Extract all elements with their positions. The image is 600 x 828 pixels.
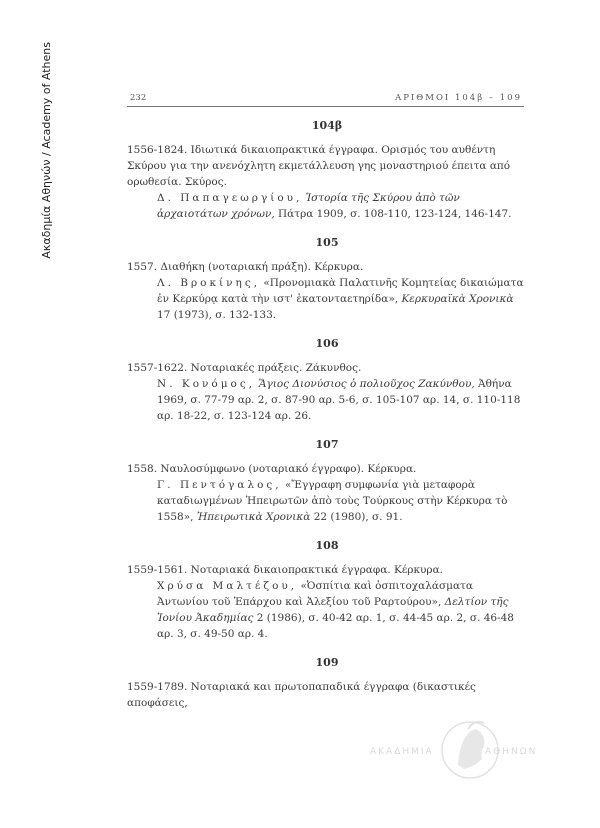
ref-rest: 22 (1980), σ. 91. <box>310 511 403 523</box>
running-title: ΑΡΙΘΜΟΙ 104β – 109 <box>395 93 522 103</box>
entry-105 <box>127 235 527 323</box>
ref-author: Δ. Παπαγεωργίου, <box>157 192 303 204</box>
ref-rest: Ἀθήνα 1969, σ. 77-79 αρ. 2, σ. 87-90 αρ. 5-6, σ. 105-107 αρ. 14, σ. 110-118 αρ. 18-22, σ. 123-124 αρ. 26. <box>157 378 521 422</box>
entry-109 <box>127 655 527 711</box>
ref-rest: 2 (1986), σ. 40-42 αρ. 1, σ. 44-45 αρ. 2, σ. 46-48 αρ. 3, σ. 49-50 αρ. 4. <box>157 612 514 640</box>
document-body <box>127 118 527 711</box>
entry-reference <box>157 376 527 424</box>
ref-author: Ν. Κονόμος, <box>157 378 256 390</box>
entry-description: 1559-1789. Νοταριακά και πρωτοπαπαδικά έγγραφα (δικαστικές αποφάσεις, <box>127 681 476 709</box>
entry-reference <box>157 190 527 222</box>
entry-108 <box>127 538 527 642</box>
entry-104b <box>127 118 527 222</box>
ref-rest: Πάτρα 1909, σ. 108-110, 123-124, 146-147. <box>274 208 512 220</box>
entry-description: 1558. Ναυλοσύμφωνο (νοταριακό έγγραφο). Κέρκυρα. <box>127 463 417 475</box>
ref-title: Ἠπειρωτικὰ Χρονικὰ <box>196 511 311 523</box>
ref-article: «Ἔγγραφη συμφωνία γιὰ μεταφορὰ καταδιωγμένων Ἠπειρωτῶν ἀπὸ τοὺς Τούρκους στὴν Κέρκυρα τὸ 1558», <box>157 479 508 523</box>
ref-title: Δελτίον τῆς Ἰονίου Ἀκαδημίας <box>157 596 509 624</box>
entry-number: 106 <box>315 337 339 350</box>
entry-number: 108 <box>315 539 339 552</box>
entry-description: 1559-1561. Νοταριακά δικαιοπρακτικά έγγραφα. Κέρκυρα. <box>127 564 443 576</box>
ref-author: Λ. Βροκίνης, <box>157 277 261 289</box>
entry-107 <box>127 437 527 525</box>
entry-106 <box>127 336 527 424</box>
ref-title: Ἱστορία τῆς Σκύρου ἀπὸ τῶν ἀρχαιοτάτων χρόνων, <box>157 192 460 220</box>
entry-reference <box>157 578 527 642</box>
ref-author: Γ. Πεντόγαλος, <box>157 479 282 491</box>
entry-number: 105 <box>315 236 339 249</box>
watermark-right-text: ΑΘΗΝΩΝ <box>485 747 538 757</box>
entry-description: 1557. Διαθήκη (νοταριακή πράξη). Κέρκυρα. <box>127 261 364 273</box>
sidebar-label: Ακαδημία Αθηνών / Academy of Athens <box>40 42 53 259</box>
watermark-left-text: ΑΚΑΔΗΜΙΑ <box>370 747 434 757</box>
sidebar <box>0 0 64 828</box>
ref-rest: 17 (1973), σ. 132-133. <box>157 309 277 321</box>
page-number: 232 <box>130 93 147 103</box>
entry-number: 107 <box>315 438 339 451</box>
ref-author: Χρύσα Μαλτέζου, <box>157 580 298 592</box>
entry-description: 1557-1622. Νοταριακές πράξεις. Ζάκυνθος. <box>127 362 362 374</box>
ref-article: «Ὀσπίτια καὶ ὀσπιτοχαλάσματα Ἀντωνίου τοῦ Ἐπάρχου καὶ Ἀλεξίου τοῦ Ραρτούρου», <box>157 580 473 608</box>
ref-title: Ἅγιος Διονύσιος ὁ πολιοῦχος Ζακύνθου, <box>255 378 475 390</box>
ref-article: «Προνομιακὰ Παλατινῆς Κομητείας δικαιώματα ἐν Κερκύρᾳ κατὰ τὴν ιστ' ἑκατονταετηρίδα», <box>157 277 524 305</box>
entry-number: 104β <box>311 119 343 132</box>
ref-title: Κερκυραϊκὰ Χρονικὰ <box>401 293 514 305</box>
entry-number: 109 <box>315 656 339 669</box>
entry-reference <box>157 477 527 525</box>
entry-description: 1556-1824. Ιδιωτικά δικαιοπρακτικά έγγραφα. Ορισμός του αυθέντη Σκύρου για την ανενόχλητη εκμετάλλευση γης μοναστηριού έπειτα από ορωθεσία. Σκύρος. <box>127 144 511 188</box>
header-rule <box>127 106 524 107</box>
academy-watermark <box>365 715 580 795</box>
entry-reference <box>157 275 527 323</box>
